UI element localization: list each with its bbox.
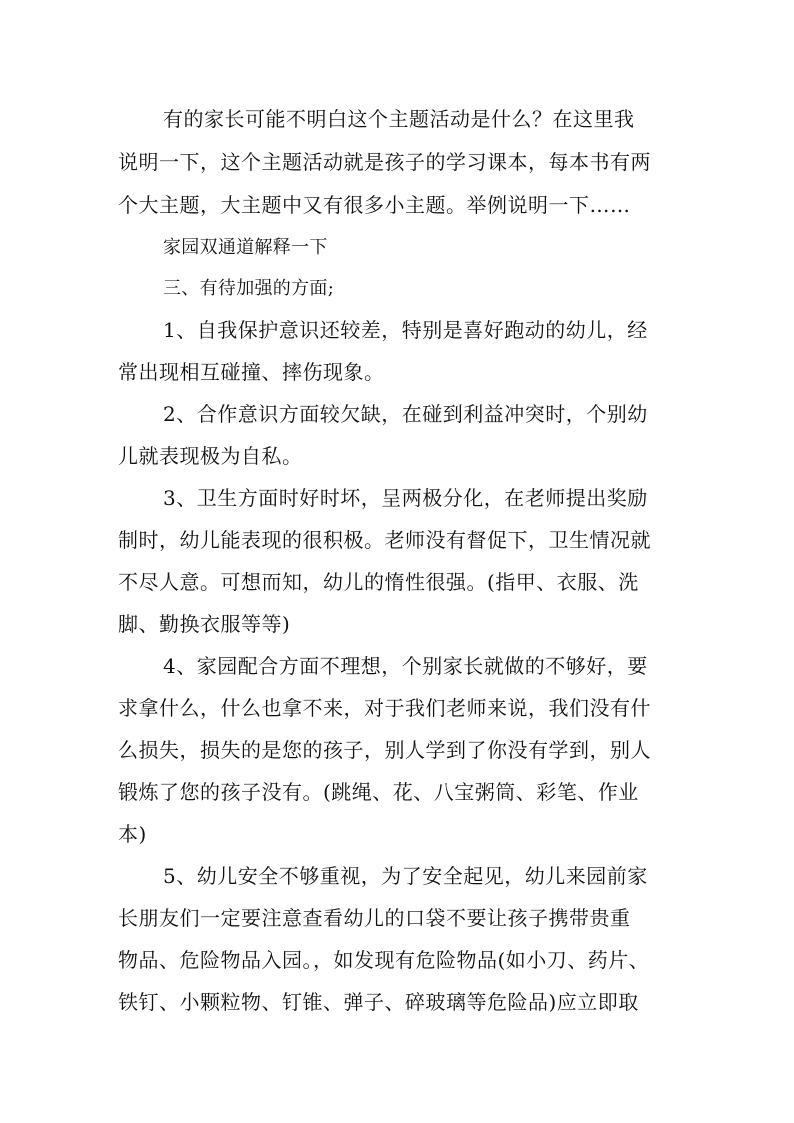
paragraph-line: 1、自我保护意识还较差，特别是喜好跑动的幼儿，经 [163, 318, 648, 342]
paragraph-line: 脚、勤换衣服等等) [118, 612, 291, 636]
paragraph-line: 家园双通道解释一下 [163, 237, 328, 258]
paragraph-line: 有的家长可能不明白这个主题活动是什么？在这里我 [163, 107, 635, 131]
paragraph-line: 求拿什么，什么也拿不来，对于我们老师来说，我们没有什 [118, 696, 651, 720]
paragraph-line: 么损失，损失的是您的孩子，别人学到了你没有学到，别人 [118, 738, 651, 762]
paragraph-line: 说明一下，这个主题活动就是孩子的学习课本，每本书有两 [118, 150, 651, 174]
paragraph-line: 2、合作意识方面较欠缺，在碰到利益冲突时，个别幼 [163, 402, 648, 426]
paragraph-line: 长朋友们一定要注意查看幼儿的口袋不要让孩子携带贵重 [118, 906, 631, 930]
paragraph-line: 个大主题，大主题中又有很多小主题。举例说明一下…… [118, 193, 631, 217]
paragraph-line: 物品、危险物品入园。，如发现有危险物品(如小刀、药片、 [118, 948, 650, 972]
paragraph-line: 锻炼了您的孩子没有。(跳绳、花、八宝粥筒、彩笔、作业 [118, 780, 639, 804]
paragraph-line: 铁钉、小颗粒物、钉锥、弹子、碎玻璃等危险品)应立即取 [118, 990, 639, 1014]
paragraph-line: 制时，幼儿能表现的很积极。老师没有督促下，卫生情况就 [118, 528, 651, 552]
paragraph-line: 常出现相互碰撞、摔伤现象。 [118, 360, 385, 384]
paragraph-line: 不尽人意。可想而知，幼儿的惰性很强。(指甲、衣服、洗 [118, 570, 639, 594]
paragraph-line: 4、家园配合方面不理想，个别家长就做的不够好，要 [163, 654, 648, 678]
paragraph-line: 儿就表现极为自私。 [118, 444, 303, 468]
paragraph-line: 5、幼儿安全不够重视，为了安全起见，幼儿来园前家 [163, 864, 648, 888]
paragraph-line: 3、卫生方面时好时坏，呈两极分化，在老师提出奖励 [163, 486, 648, 510]
section-heading: 三、有待加强的方面; [163, 278, 335, 299]
paragraph-line: 本) [118, 822, 147, 846]
